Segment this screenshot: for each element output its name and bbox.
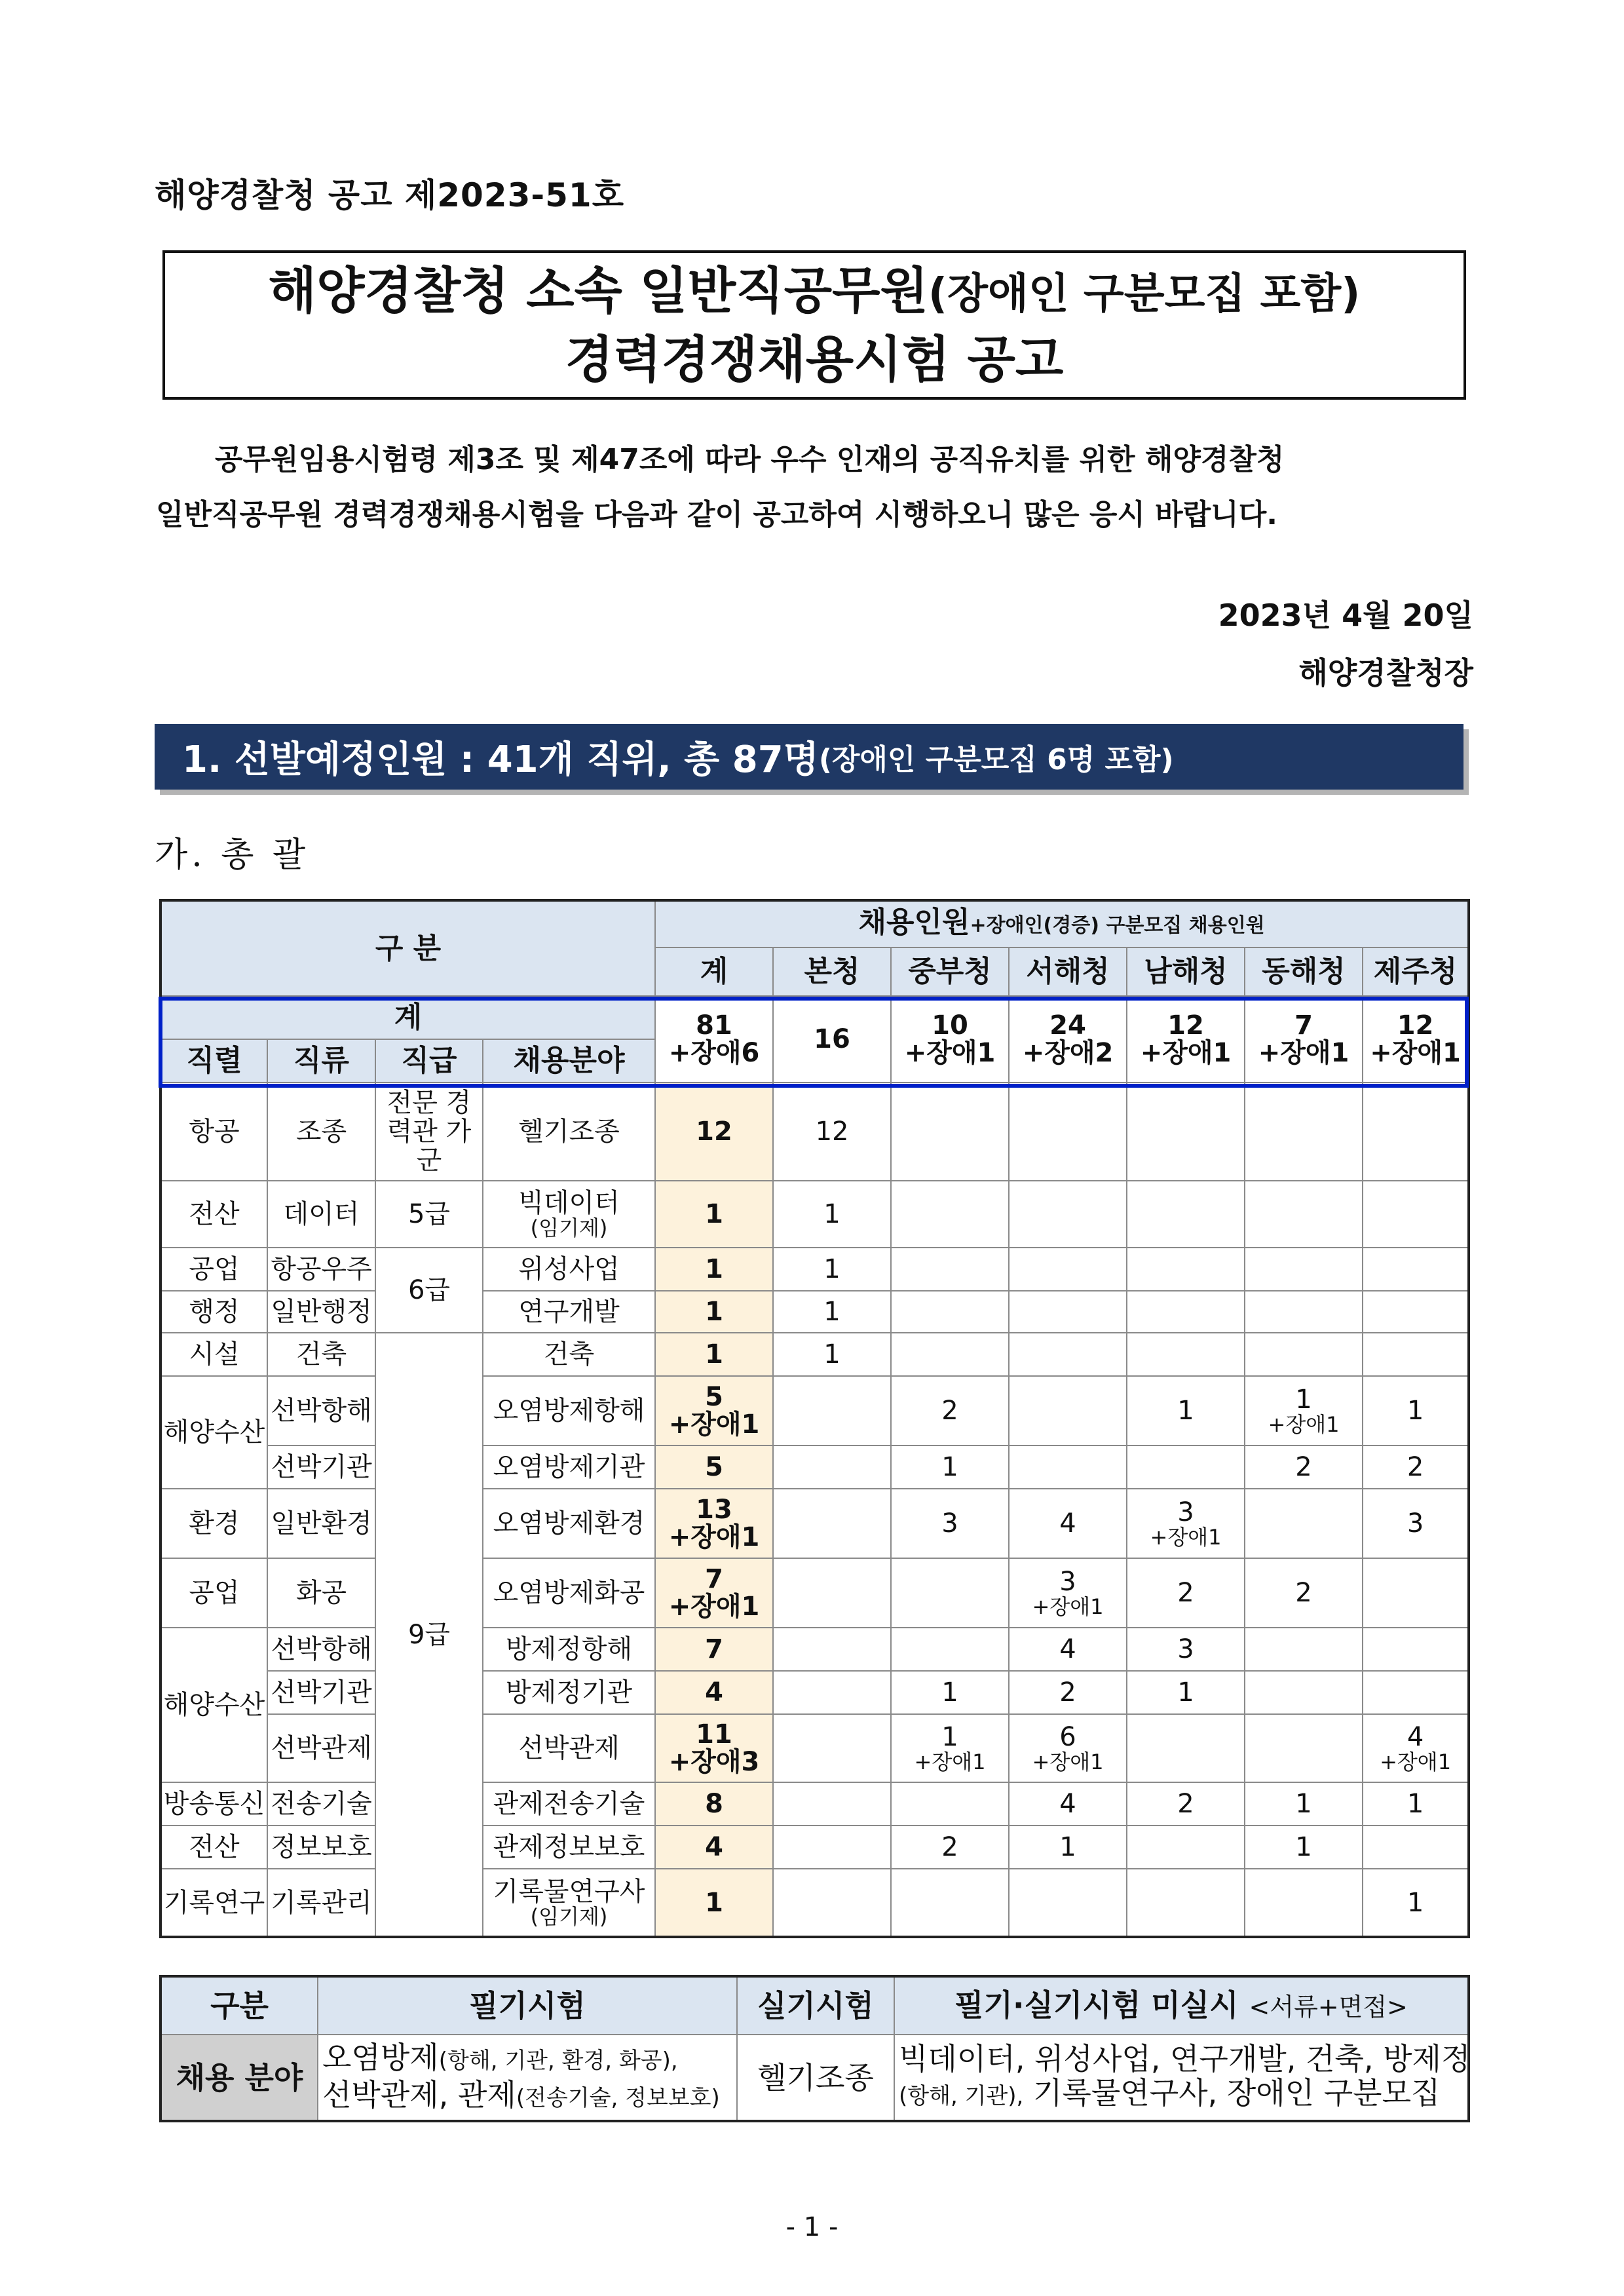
intro-line-2: 일반직공무원 경력경쟁채용시험을 다음과 같이 공고하여 시행하오니 많은 응시 바랍니다. [156, 498, 1277, 531]
cell-sum: 1 [655, 1181, 773, 1248]
total-hq: 16 [773, 996, 891, 1082]
cell-hq [773, 1869, 891, 1937]
issuer: 해양경찰청장 [1298, 655, 1473, 691]
cell-field: 오염방제환경 [483, 1489, 655, 1558]
cell-grade: 5급 [375, 1181, 483, 1248]
cell-sum: 12 [655, 1082, 773, 1181]
cell-grade-9: 9급 [375, 1333, 483, 1937]
cell-namhae [1127, 1181, 1245, 1248]
cell-seohae [1009, 1869, 1127, 1937]
announcement-date: 2023년 4월 20일 [1218, 598, 1473, 633]
total-row [161, 996, 1469, 1039]
col-header-donghae: 동해청 [1245, 947, 1363, 996]
cell-field: 오염방제항해 [483, 1376, 655, 1445]
cell-seohae [1009, 1376, 1127, 1445]
cell-jeju [1363, 1248, 1469, 1291]
cell-namhae [1127, 1248, 1245, 1291]
cell-donghae [1245, 1714, 1363, 1782]
title-line-2: 경력경쟁채용시험 공고 [565, 330, 1064, 389]
cell-field: 빅데이터 (임기제) [483, 1181, 655, 1248]
cell-field: 오염방제화공 [483, 1558, 655, 1628]
total-sum: 81 +장애6 [655, 996, 773, 1082]
cell-namhae: 3 [1127, 1628, 1245, 1671]
cell-jungbu: 2 [891, 1826, 1009, 1869]
cell-jeju [1363, 1082, 1469, 1181]
total-seohae: 24 +장애2 [1009, 996, 1127, 1082]
cell-jungbu [891, 1869, 1009, 1937]
total-namhae: 12 +장애1 [1127, 996, 1245, 1082]
cell-jungbu [891, 1248, 1009, 1291]
exam-header-practical: 실기시험 [737, 1976, 894, 2035]
sub-header-class: 직류 [267, 1039, 375, 1082]
section-1-heading [155, 724, 1463, 790]
cell-jeju: 4 +장애1 [1363, 1714, 1469, 1782]
cell-jeju [1363, 1558, 1469, 1628]
table-row [161, 1291, 1469, 1333]
cell-namhae [1127, 1714, 1245, 1782]
header-recruit-note: +장애인(경증) 구분모집 채용인원 [970, 914, 1265, 937]
table-row [161, 1082, 1469, 1181]
cell-donghae [1245, 1489, 1363, 1558]
cell-jeju [1363, 1291, 1469, 1333]
cell-donghae: 1 +장애1 [1245, 1376, 1363, 1445]
cell-class: 선박관제 [267, 1714, 375, 1782]
cell-field: 헬기조종 [483, 1082, 655, 1181]
cell-series: 공업 [161, 1558, 267, 1628]
cell-class: 정보보호 [267, 1826, 375, 1869]
cell-donghae [1245, 1291, 1363, 1333]
cell-seohae: 3 +장애1 [1009, 1558, 1127, 1628]
cell-sum: 1 [655, 1333, 773, 1376]
cell-donghae [1245, 1082, 1363, 1181]
cell-class: 선박항해 [267, 1376, 375, 1445]
cell-jungbu: 1 [891, 1445, 1009, 1489]
col-header-seohae: 서해청 [1009, 947, 1127, 996]
exam-header-written: 필기시험 [318, 1976, 737, 2035]
cell-namhae [1127, 1826, 1245, 1869]
cell-hq: 1 [773, 1291, 891, 1333]
cell-seohae [1009, 1445, 1127, 1489]
cell-namhae: 2 [1127, 1782, 1245, 1826]
cell-jeju [1363, 1181, 1469, 1248]
total-jungbu: 10 +장애1 [891, 996, 1009, 1082]
cell-hq: 12 [773, 1082, 891, 1181]
table-row [161, 1558, 1469, 1628]
cell-class: 선박항해 [267, 1628, 375, 1671]
notice-number: 해양경찰청 공고 제2023-51호 [155, 176, 625, 214]
cell-sum: 1 [655, 1248, 773, 1291]
date-block [1218, 586, 1473, 702]
cell-seohae [1009, 1291, 1127, 1333]
col-header-hq: 본청 [773, 947, 891, 996]
cell-jungbu [891, 1082, 1009, 1181]
cell-sum: 5 +장애1 [655, 1376, 773, 1445]
table-row [161, 1628, 1469, 1671]
cell-sum: 4 [655, 1671, 773, 1714]
cell-series-haeyang-2: 해양수산 [161, 1628, 267, 1782]
cell-hq [773, 1628, 891, 1671]
cell-donghae: 2 [1245, 1445, 1363, 1489]
intro-line-1: 공무원임용시험령 제3조 및 제47조에 따라 우수 인재의 공직유치를 위한 해양경찰청 [215, 443, 1285, 476]
cell-donghae: 1 [1245, 1826, 1363, 1869]
cell-field: 방제정항해 [483, 1628, 655, 1671]
cell-donghae [1245, 1671, 1363, 1714]
cell-series-haeyang-1: 해양수산 [161, 1376, 267, 1489]
cell-namhae: 1 [1127, 1671, 1245, 1714]
table-row [161, 1869, 1469, 1937]
table-row [161, 1376, 1469, 1445]
cell-donghae: 1 [1245, 1782, 1363, 1826]
table-row [161, 1445, 1469, 1489]
cell-class: 건축 [267, 1333, 375, 1376]
cell-namhae [1127, 1333, 1245, 1376]
header-row-1 [161, 900, 1469, 947]
subsection-heading: 가. 총 괄 [155, 835, 310, 875]
table-row [161, 1489, 1469, 1558]
exam-header-row [161, 1976, 1469, 2035]
cell-hq [773, 1558, 891, 1628]
sub-header-series: 직렬 [161, 1039, 267, 1082]
exam-field-row [161, 2035, 1469, 2121]
intro-paragraph [156, 432, 1473, 543]
header-gubun: 구 분 [161, 900, 655, 996]
cell-series: 행정 [161, 1291, 267, 1333]
cell-donghae [1245, 1869, 1363, 1937]
cell-namhae [1127, 1869, 1245, 1937]
cell-jeju: 1 [1363, 1782, 1469, 1826]
cell-namhae: 3 +장애1 [1127, 1489, 1245, 1558]
sub-header-grade: 직급 [375, 1039, 483, 1082]
title-line-1 [269, 258, 1361, 327]
exam-none-cell: 빅데이터, 위성사업, 연구개발, 건축, 방제정 (항해, 기관), 기록물연구사, 장애인 구분모집 [894, 2035, 1469, 2121]
cell-series: 방송통신 [161, 1782, 267, 1826]
table-row [161, 1671, 1469, 1714]
cell-jeju: 3 [1363, 1489, 1469, 1558]
cell-series: 기록연구 [161, 1869, 267, 1937]
cell-series: 환경 [161, 1489, 267, 1558]
cell-namhae: 2 [1127, 1558, 1245, 1628]
cell-field: 연구개발 [483, 1291, 655, 1333]
col-header-namhae: 남해청 [1127, 947, 1245, 996]
cell-sum: 8 [655, 1782, 773, 1826]
cell-namhae [1127, 1082, 1245, 1181]
cell-series: 전산 [161, 1826, 267, 1869]
cell-field: 관제정보보호 [483, 1826, 655, 1869]
cell-grade-6: 6급 [375, 1248, 483, 1333]
total-jeju: 12 +장애1 [1363, 996, 1469, 1082]
cell-jeju [1363, 1826, 1469, 1869]
cell-field: 오염방제기관 [483, 1445, 655, 1489]
cell-class: 선박기관 [267, 1671, 375, 1714]
cell-class: 일반환경 [267, 1489, 375, 1558]
cell-jungbu: 2 [891, 1376, 1009, 1445]
total-donghae: 7 +장애1 [1245, 996, 1363, 1082]
announcement-title [162, 250, 1466, 400]
sub-header-field: 채용분야 [483, 1039, 655, 1082]
table-row [161, 1782, 1469, 1826]
cell-seohae: 4 [1009, 1489, 1127, 1558]
cell-donghae [1245, 1181, 1363, 1248]
cell-field: 위성사업 [483, 1248, 655, 1291]
cell-grade: 전문 경력관 가군 [375, 1082, 483, 1181]
cell-class: 데이터 [267, 1181, 375, 1248]
cell-sum: 1 [655, 1291, 773, 1333]
cell-class: 항공우주 [267, 1248, 375, 1291]
cell-jeju [1363, 1628, 1469, 1671]
header-recruit-main: 채용인원 [858, 906, 970, 939]
table-row [161, 1826, 1469, 1869]
exam-header-none: 필기·실기시험 미실시 <서류+면접> [894, 1976, 1469, 2035]
cell-jeju: 1 [1363, 1869, 1469, 1937]
cell-hq [773, 1376, 891, 1445]
cell-seohae [1009, 1181, 1127, 1248]
cell-namhae [1127, 1291, 1245, 1333]
title-main: 해양경찰청 소속 일반직공무원 [268, 261, 928, 320]
cell-seohae [1009, 1248, 1127, 1291]
cell-jungbu [891, 1333, 1009, 1376]
exam-header-gubun: 구분 [161, 1976, 318, 2035]
exam-method-table [159, 1975, 1470, 2122]
cell-sum: 1 [655, 1869, 773, 1937]
cell-class: 일반행정 [267, 1291, 375, 1333]
cell-namhae [1127, 1445, 1245, 1489]
cell-jeju [1363, 1671, 1469, 1714]
cell-field: 관제전송기술 [483, 1782, 655, 1826]
cell-jungbu [891, 1291, 1009, 1333]
cell-seohae: 6 +장애1 [1009, 1714, 1127, 1782]
table-row [161, 1333, 1469, 1376]
cell-hq [773, 1826, 891, 1869]
recruitment-summary-table [159, 899, 1470, 1938]
col-header-jeju: 제주청 [1363, 947, 1469, 996]
cell-sum: 7 +장애1 [655, 1558, 773, 1628]
cell-jungbu: 1 +장애1 [891, 1714, 1009, 1782]
col-header-jungbu: 중부청 [891, 947, 1009, 996]
cell-hq: 1 [773, 1181, 891, 1248]
header-recruit [655, 900, 1469, 947]
cell-seohae: 1 [1009, 1826, 1127, 1869]
cell-jeju [1363, 1333, 1469, 1376]
cell-donghae: 2 [1245, 1558, 1363, 1628]
cell-sum: 11 +장애3 [655, 1714, 773, 1782]
cell-hq [773, 1671, 891, 1714]
cell-field: 건축 [483, 1333, 655, 1376]
cell-series: 시설 [161, 1333, 267, 1376]
title-paren: (장애인 구분모집 포함) [928, 269, 1361, 318]
cell-class: 화공 [267, 1558, 375, 1628]
cell-hq [773, 1489, 891, 1558]
cell-hq: 1 [773, 1248, 891, 1291]
cell-hq [773, 1782, 891, 1826]
cell-field: 기록물연구사 (임기제) [483, 1869, 655, 1937]
cell-seohae: 4 [1009, 1782, 1127, 1826]
cell-jungbu [891, 1782, 1009, 1826]
cell-jungbu [891, 1181, 1009, 1248]
exam-practical-cell: 헬기조종 [737, 2035, 894, 2121]
cell-donghae [1245, 1628, 1363, 1671]
table-row [161, 1181, 1469, 1248]
cell-series: 항공 [161, 1082, 267, 1181]
cell-jungbu: 3 [891, 1489, 1009, 1558]
cell-sum: 7 [655, 1628, 773, 1671]
cell-sum: 5 [655, 1445, 773, 1489]
cell-class: 조종 [267, 1082, 375, 1181]
cell-jeju: 1 [1363, 1376, 1469, 1445]
cell-class: 전송기술 [267, 1782, 375, 1826]
col-header-total: 계 [655, 947, 773, 996]
cell-field: 선박관제 [483, 1714, 655, 1782]
cell-class: 기록관리 [267, 1869, 375, 1937]
cell-sum: 4 [655, 1826, 773, 1869]
cell-donghae [1245, 1248, 1363, 1291]
cell-seohae [1009, 1082, 1127, 1181]
cell-seohae: 4 [1009, 1628, 1127, 1671]
table-row [161, 1714, 1469, 1782]
cell-namhae: 1 [1127, 1376, 1245, 1445]
cell-seohae: 2 [1009, 1671, 1127, 1714]
cell-field: 방제정기관 [483, 1671, 655, 1714]
exam-row-label: 채용 분야 [161, 2035, 318, 2121]
cell-sum: 13 +장애1 [655, 1489, 773, 1558]
cell-hq [773, 1445, 891, 1489]
section-1-title: 1. 선발예정인원 : 41개 직위, 총 87명 [182, 738, 819, 781]
cell-jeju: 2 [1363, 1445, 1469, 1489]
exam-written-cell: 오염방제(항해, 기관, 환경, 화공), 선박관제, 관제(전송기술, 정보보호) [318, 2035, 737, 2121]
cell-hq: 1 [773, 1333, 891, 1376]
cell-donghae [1245, 1333, 1363, 1376]
cell-hq [773, 1714, 891, 1782]
cell-class: 선박기관 [267, 1445, 375, 1489]
cell-jungbu: 1 [891, 1671, 1009, 1714]
page-number: - 1 - [785, 2212, 839, 2242]
total-label: 계 [161, 996, 655, 1039]
cell-series: 공업 [161, 1248, 267, 1291]
cell-jungbu [891, 1628, 1009, 1671]
section-1-note: (장애인 구분모집 6명 포함) [818, 743, 1174, 776]
cell-jungbu [891, 1558, 1009, 1628]
cell-seohae [1009, 1333, 1127, 1376]
cell-series: 전산 [161, 1181, 267, 1248]
table-row [161, 1248, 1469, 1291]
